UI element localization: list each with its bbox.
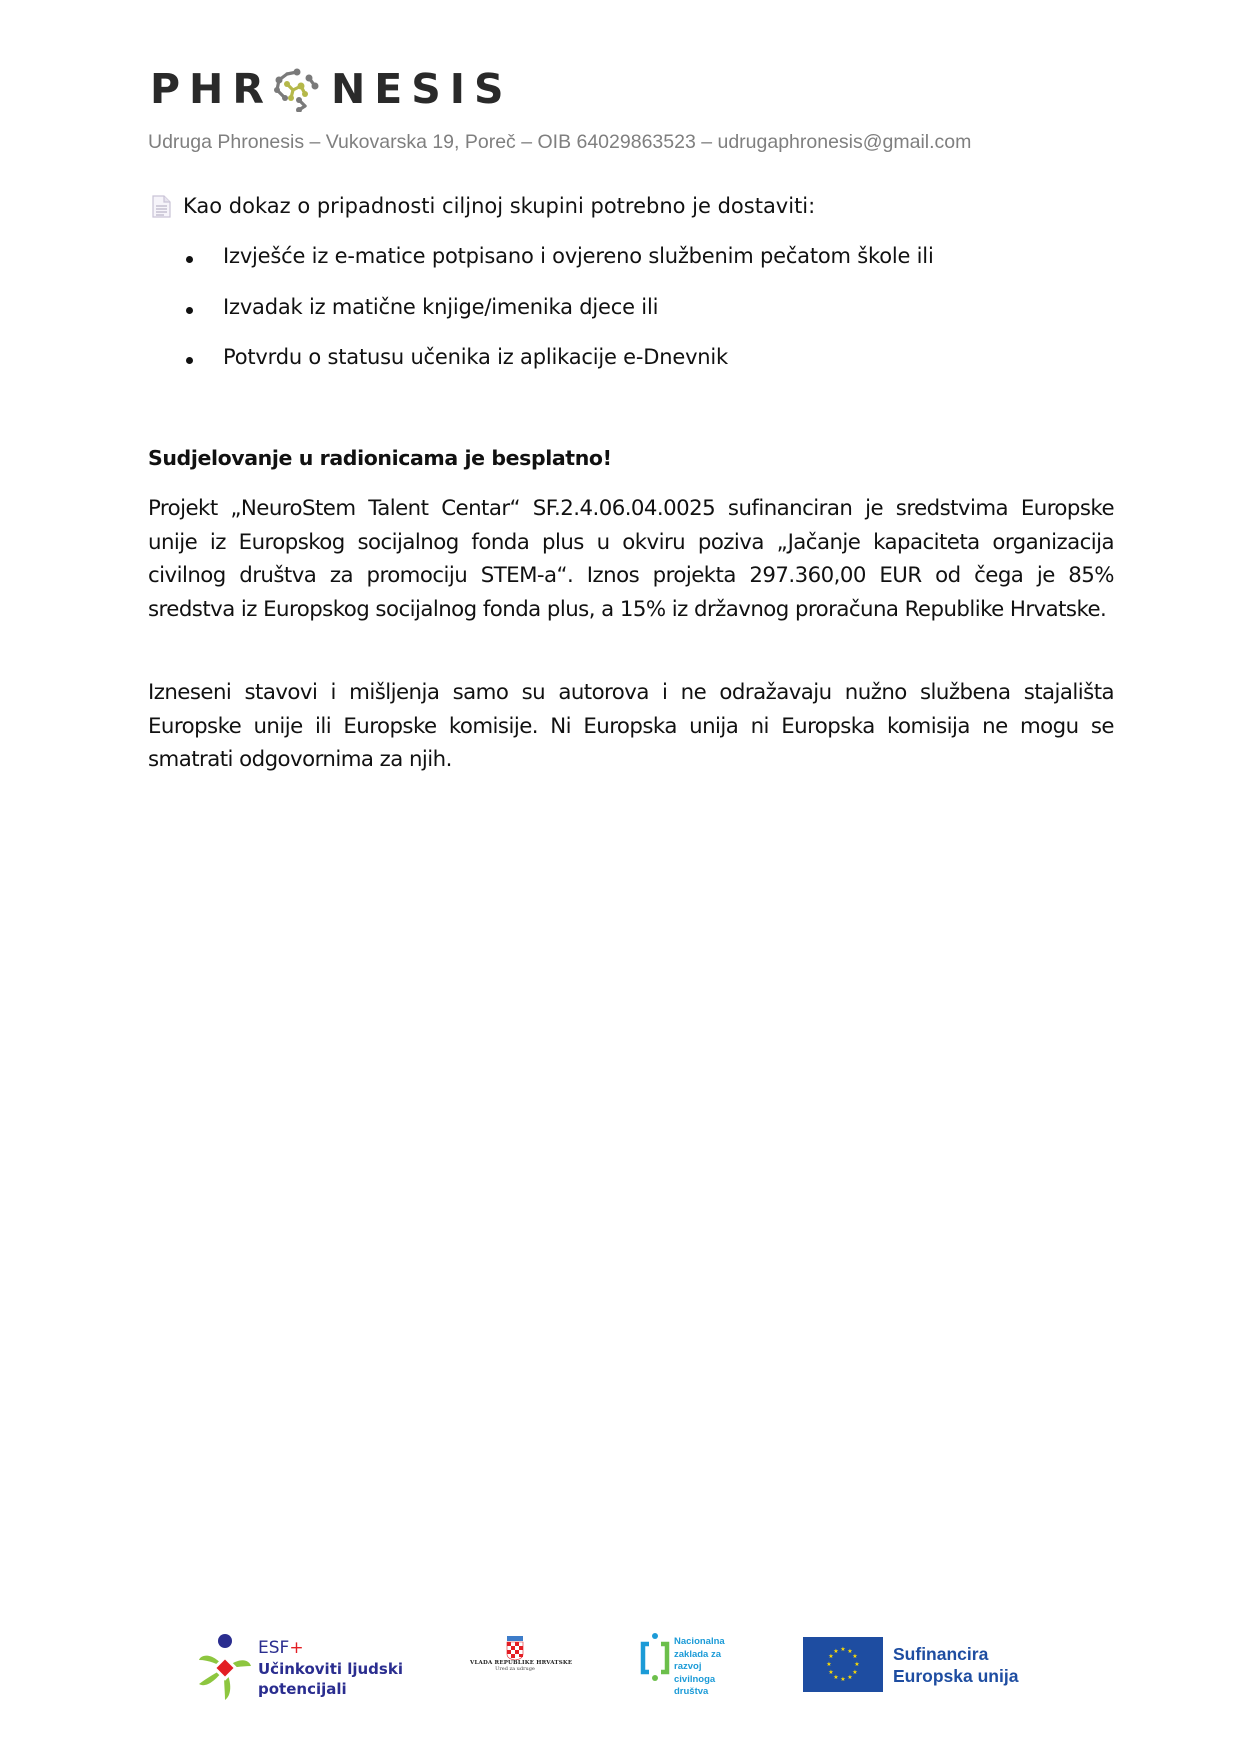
nzrcd-text: Nacionalna zaklada za razvoj civilnoga društva — [674, 1636, 725, 1697]
phronesis-logo — [150, 66, 513, 112]
esf-title: ESF+ — [258, 1638, 304, 1658]
required-documents-list — [186, 244, 934, 396]
svg-text:★: ★ — [840, 1676, 846, 1683]
esf-flower-icon — [195, 1630, 255, 1705]
list-item — [186, 345, 934, 396]
esf-logo — [195, 1630, 403, 1705]
eu-flag-icon — [803, 1637, 883, 1692]
document-icon — [152, 195, 171, 218]
svg-text:★: ★ — [833, 1674, 839, 1681]
list-item-text: Izvadak iz matične knjige/imenika djece ili — [223, 294, 659, 319]
list-item-text: Izvješće iz e-matice potpisano i ovjereno službenim pečatom škole ili — [223, 244, 934, 268]
eu-cofunded-text: Sufinancira Europska unija — [893, 1644, 1019, 1686]
svg-text:★: ★ — [852, 1653, 858, 1660]
funding-paragraph: Projekt „NeuroStem Talent Centar“ SF.2.4.06.04.0025 sufinanciran je sredstvima Europske unije iz Europskog socijalnog fonda plus u okviru poziva „Jačanje kapaciteta organizacija civilnog društva za promociju STEM-a“. Iznos projekta 297.360,00 EUR od čega je 85% sredstva iz Europskog socijalnog fonda plus, a 15% iz državnog proračuna Republike Hrvatske. — [148, 496, 1114, 622]
svg-text:★: ★ — [847, 1648, 853, 1655]
esf-subtitle: Učinkoviti ljudski potencijali — [258, 1660, 403, 1698]
svg-text:★: ★ — [833, 1648, 839, 1655]
nzrcd-bracket-icon — [640, 1632, 670, 1682]
free-participation-notice: Sudjelovanje u radionicama je besplatno! — [148, 446, 612, 470]
bullet-icon — [186, 357, 193, 364]
list-item — [186, 295, 934, 346]
logo-text-left: PHR — [150, 65, 273, 113]
intro-text: Kao dokaz o pripadnosti ciljnoj skupini potrebno je dostaviti: — [183, 194, 816, 218]
vlada-name: VLADA REPUBLIKE HRVATSKE — [470, 1660, 573, 1666]
organization-address: Udruga Phronesis – Vukovarska 19, Poreč – OIB 64029863523 – udrugaphronesis@gmail.com — [148, 131, 972, 153]
list-item-text: Potvrdu o statusu učenika iz aplikacije e-Dnevnik — [223, 345, 728, 369]
svg-text:★: ★ — [854, 1661, 860, 1668]
footer-logos — [0, 1620, 1240, 1720]
intro-line — [152, 194, 815, 218]
neuron-network-icon — [269, 66, 327, 112]
bullet-icon — [186, 256, 193, 263]
svg-text:★: ★ — [840, 1646, 846, 1653]
svg-text:★: ★ — [828, 1653, 834, 1660]
svg-text:★: ★ — [847, 1674, 853, 1681]
vlada-office: Ured za udruge — [495, 1666, 535, 1672]
svg-text:★: ★ — [826, 1661, 832, 1668]
svg-text:★: ★ — [852, 1669, 858, 1676]
list-item — [186, 244, 934, 295]
bullet-icon — [186, 307, 193, 314]
eu-cofunded-logo — [803, 1637, 1033, 1697]
svg-text:★: ★ — [828, 1669, 834, 1676]
croatian-government-logo — [470, 1636, 573, 1696]
croatian-coat-of-arms-icon — [506, 1636, 524, 1660]
disclaimer-paragraph: Izneseni stavovi i mišljenja samo su autorova i ne odražavaju nužno službena stajališta Europske unije ili Europske komisije. Ni Europska unija ni Europska komisija ne mogu se smatrati odgovornima za njih. — [148, 680, 1114, 773]
nzrcd-logo — [640, 1630, 740, 1715]
logo-text-right: NESIS — [330, 65, 513, 113]
